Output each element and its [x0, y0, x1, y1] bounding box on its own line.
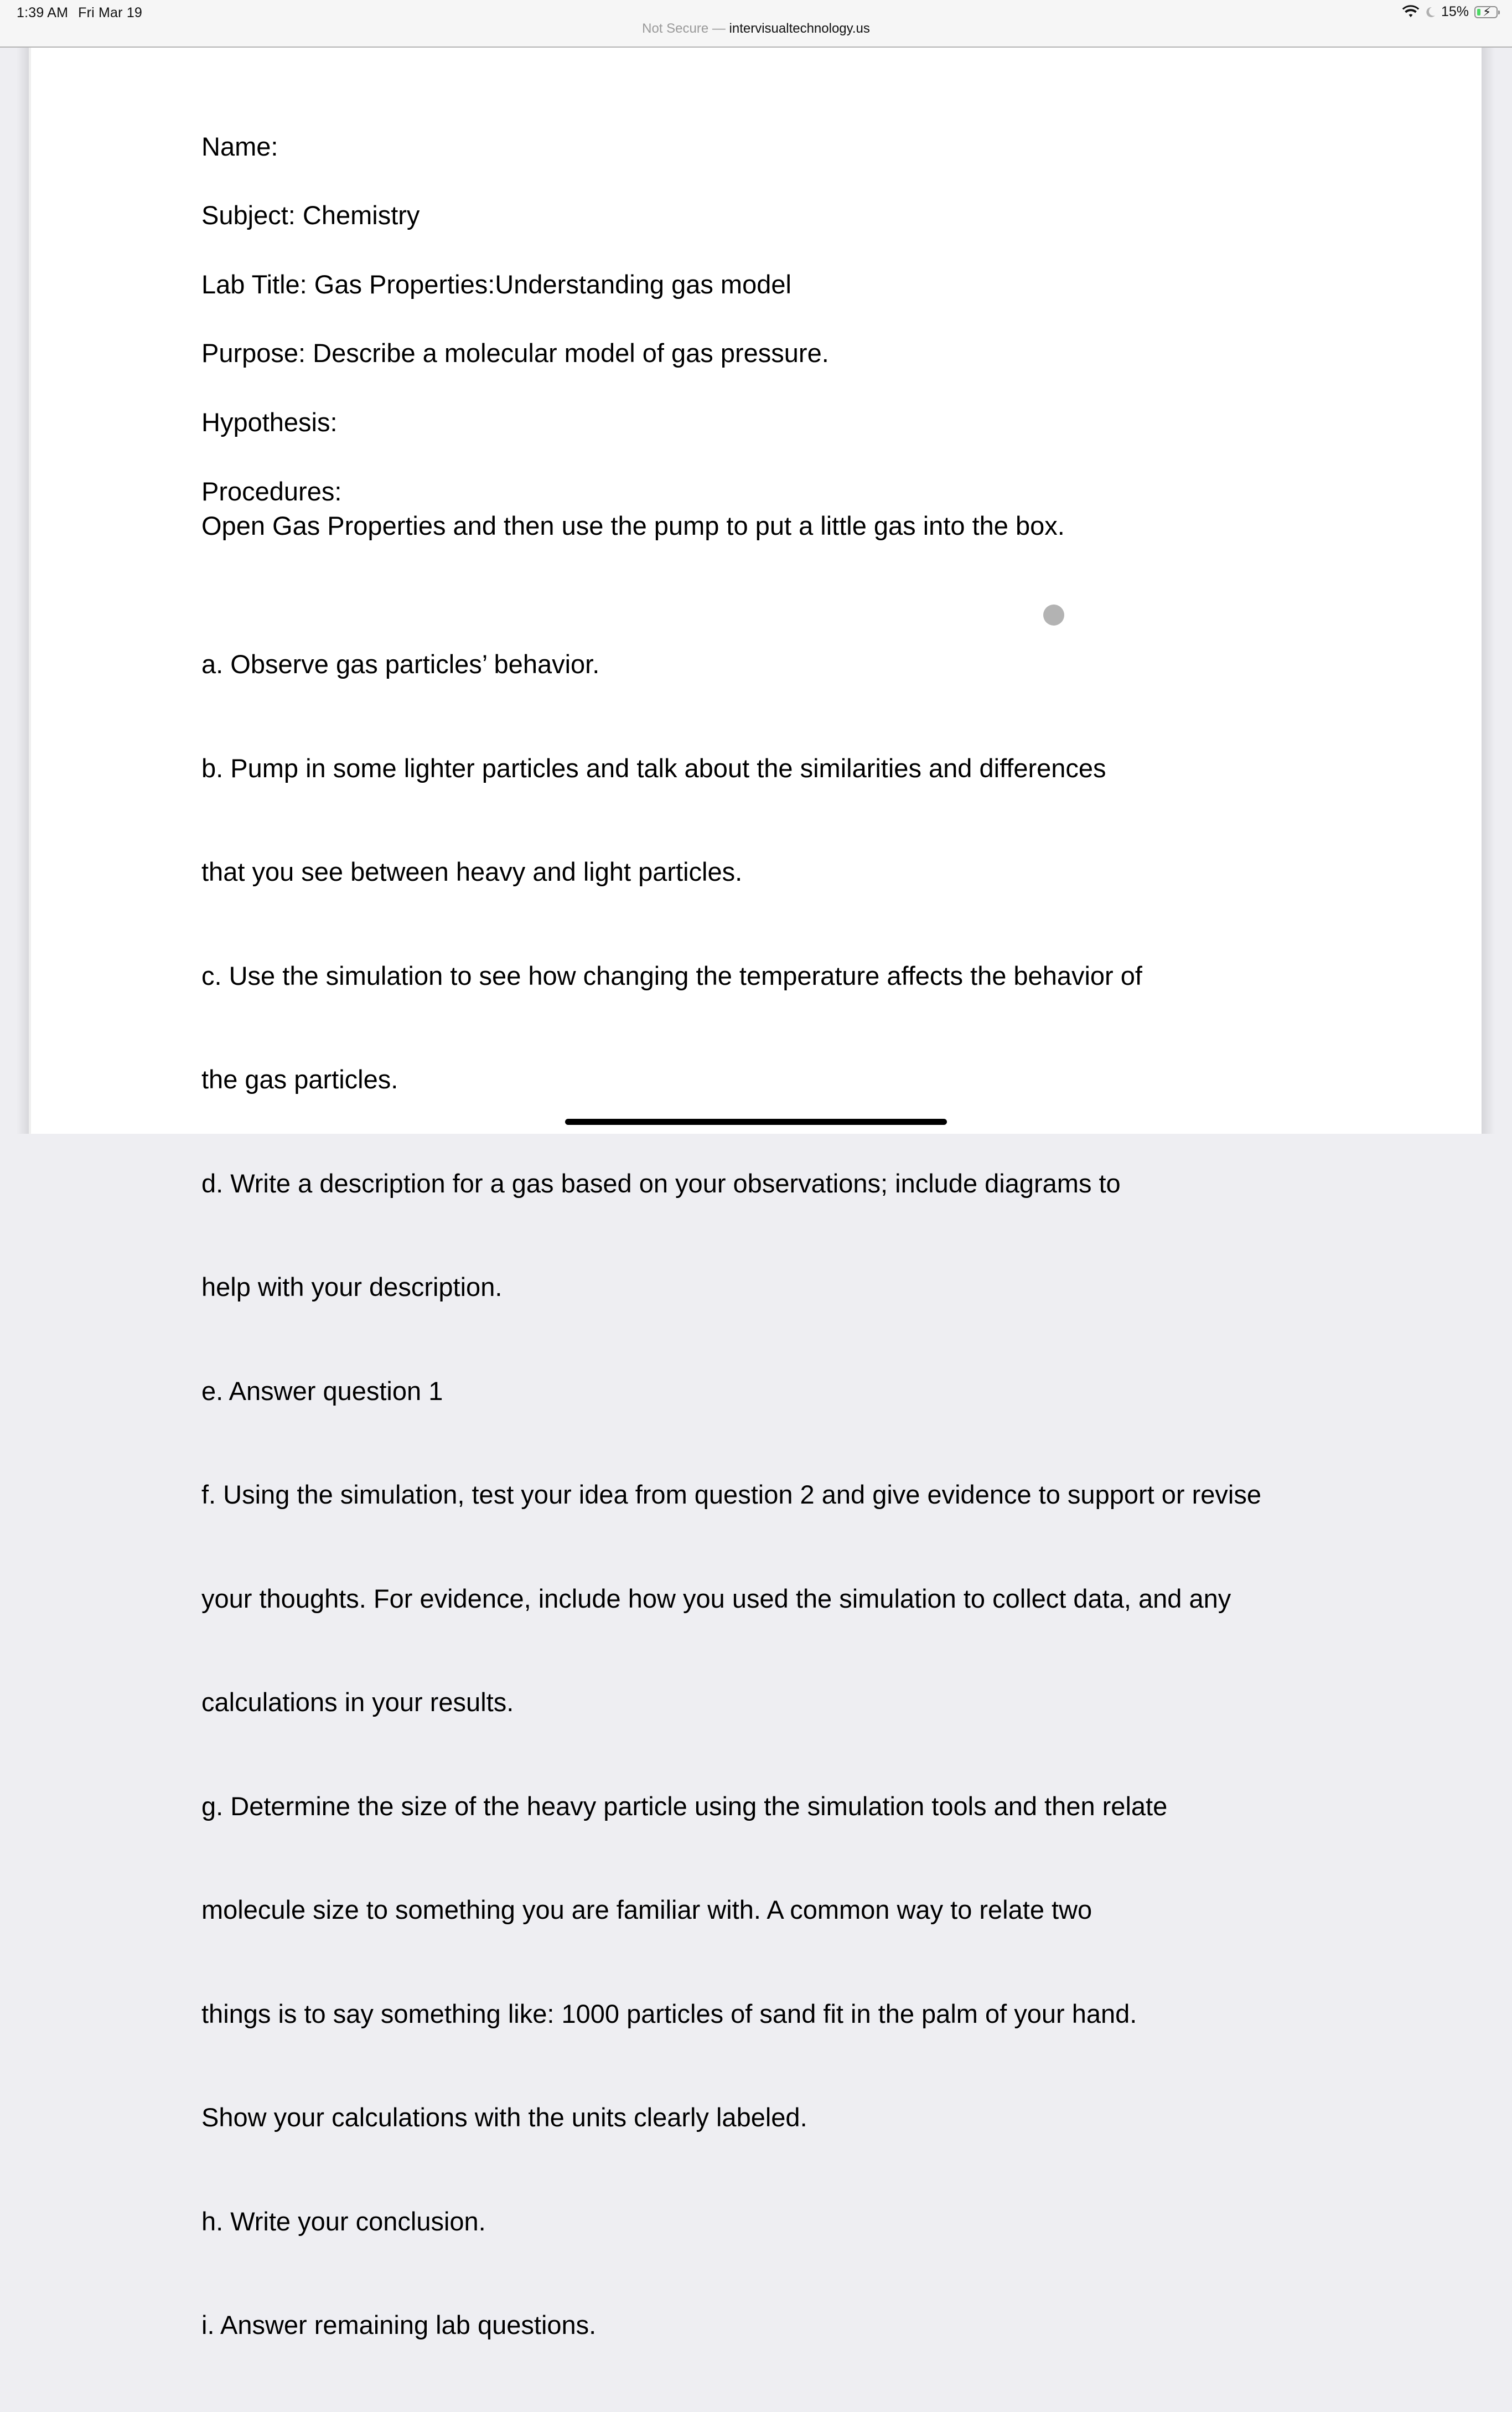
- url-separator: —: [708, 21, 729, 36]
- top-bar: [0, 0, 1512, 48]
- step-a-line-1: a. Observe gas particles’ behavior.: [201, 649, 600, 679]
- lab-title: Lab Title: Gas Properties:Understanding gas model: [201, 270, 791, 299]
- step-h-line-1: h. Write your conclusion.: [201, 2206, 486, 2236]
- security-label: Not Secure: [642, 21, 709, 36]
- procedures-intro: Open Gas Properties and then use the pump to put a little gas into the box.: [201, 511, 1065, 540]
- step-d-line-1: d. Write a description for a gas based on your observations; include diagrams to: [201, 1168, 1121, 1198]
- step-i-line-1: i. Answer remaining lab questions.: [201, 2310, 597, 2339]
- status-time-date: [17, 5, 152, 21]
- hypothesis-label: Hypothesis:: [201, 407, 338, 437]
- status-time: 1:39 AM: [17, 5, 69, 20]
- step-g-line-2: molecule size to something you are familiar with. A common way to relate two: [201, 1895, 1092, 1924]
- procedures-label: Procedures:: [201, 477, 342, 506]
- battery-charging-icon: [1474, 6, 1498, 18]
- step-b-line-2: that you see between heavy and light particles.: [201, 857, 743, 886]
- step-c-line-2: the gas particles.: [201, 1065, 398, 1094]
- step-b-line-1: b. Pump in some lighter particles and talk about the similarities and differences: [201, 753, 1106, 783]
- step-g-line-3: things is to say something like: 1000 particles of sand fit in the palm of your hand.: [201, 1998, 1137, 2028]
- url-domain: intervisualtechnology.us: [729, 21, 870, 36]
- right-gutter: [1482, 48, 1495, 1134]
- moon-icon: [1425, 6, 1436, 18]
- wifi-icon: [1402, 6, 1419, 18]
- step-d-line-2: help with your description.: [201, 1272, 503, 1301]
- battery-level: [1477, 9, 1480, 16]
- name-field-label: Name:: [201, 132, 278, 161]
- touch-indicator: [1043, 605, 1064, 626]
- status-indicators: [1402, 4, 1498, 20]
- home-indicator[interactable]: [565, 1119, 947, 1125]
- purpose-line: Purpose: Describe a molecular model of gas pressure.: [201, 338, 829, 368]
- subject-line: Subject: Chemistry: [201, 200, 420, 230]
- step-e-line-1: e. Answer question 1: [201, 1376, 443, 1406]
- step-f-line-1: f. Using the simulation, test your idea from question 2 and give evidence to support or revise: [201, 1480, 1261, 1509]
- status-date: Fri Mar 19: [78, 5, 143, 20]
- url-bar[interactable]: [0, 21, 1512, 37]
- step-g-line-4: Show your calculations with the units clearly labeled.: [201, 2103, 807, 2132]
- step-f-line-3: calculations in your results.: [201, 1687, 514, 1717]
- charging-bolt-icon: ⚡︎: [1483, 4, 1492, 19]
- step-c-line-1: c. Use the simulation to see how changing the temperature affects the behavior of: [201, 960, 1142, 990]
- procedure-steps: [201, 578, 1261, 2412]
- step-g-line-1: g. Determine the size of the heavy particle using the simulation tools and then relate: [201, 1791, 1168, 1821]
- document-page[interactable]: [29, 48, 1482, 2339]
- battery-percent: 15%: [1441, 4, 1469, 19]
- left-gutter: [17, 48, 29, 1134]
- step-f-line-2: your thoughts. For evidence, include how you used the simulation to collect data, and any: [201, 1583, 1231, 1613]
